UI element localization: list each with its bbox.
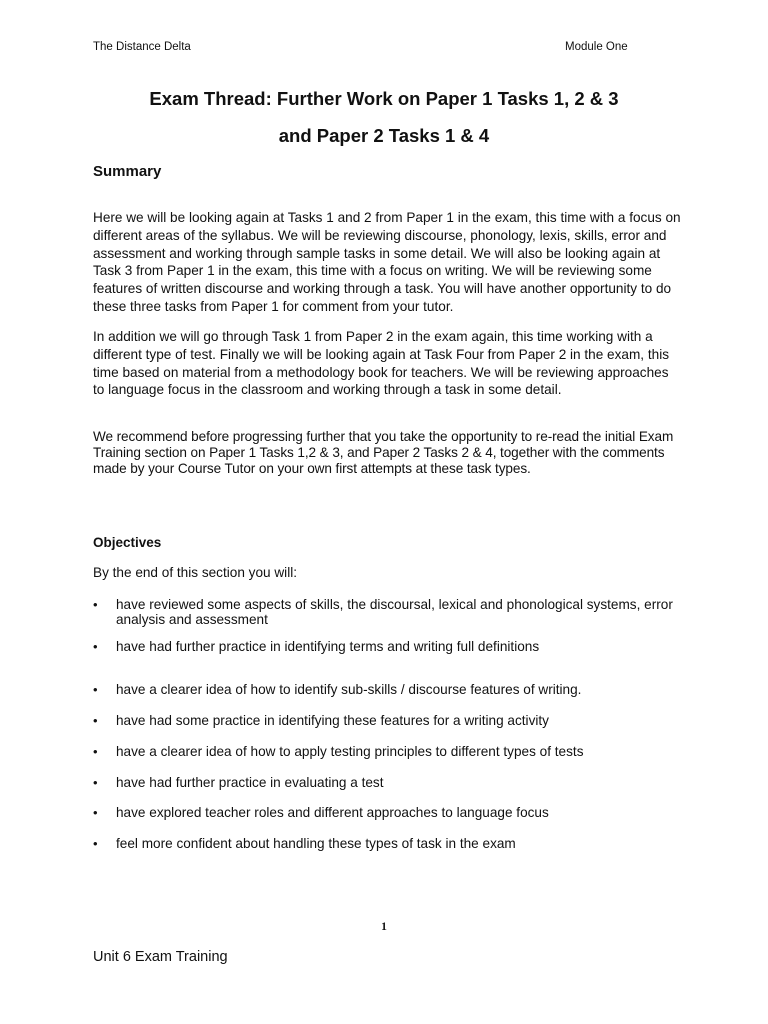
bullet-icon: • <box>93 836 98 851</box>
page-number: 1 <box>381 921 387 933</box>
list-item <box>93 805 693 820</box>
page-title-line-1: Exam Thread: Further Work on Paper 1 Tasks 1, 2 & 3 <box>149 88 619 109</box>
bullet-icon: • <box>93 639 98 654</box>
bullet-icon: • <box>93 805 98 820</box>
page-title-line-2: and Paper 2 Tasks 1 & 4 <box>278 125 490 146</box>
header-left-text: The Distance Delta <box>93 41 191 53</box>
summary-paragraph-2: In addition we will go through Task 1 from Paper 2 in the exam again, this time working with a different type of test. Finally we will be looking again at Task Four from Paper 2 in the exam, this time based on material from a methodology book for teachers. We will be reviewing approaches to language focus in the classroom and working through a task in some detail. <box>93 329 670 398</box>
footer-left-text: Unit 6 Exam Training <box>93 949 228 965</box>
list-item <box>93 639 693 654</box>
objectives-intro: By the end of this section you will: <box>93 565 298 580</box>
list-item-text: have had further practice in evaluating a test <box>116 775 384 790</box>
bullet-icon: • <box>93 713 98 728</box>
list-item-text: have had some practice in identifying these features for a writing activity <box>116 713 549 728</box>
summary-paragraph-1: Here we will be looking again at Tasks 1 and 2 from Paper 1 in the exam, this time with a focus on different areas of the syllabus. We will be reviewing discourse, phonology, lexis, skills, error and assessment and working through sample tasks in some detail. We will also be looking again at Task 3 from Paper 1 in the exam, this time with a focus on writing. We will be reviewing some features of written discourse and working through a task. You will have another opportunity to do these three tasks from Paper 1 for comment from your tutor. <box>93 210 681 314</box>
list-item <box>93 682 693 697</box>
list-item-text: have a clearer idea of how to identify sub-skills / discourse features of writing. <box>116 682 582 697</box>
list-item <box>93 836 693 851</box>
summary-paragraph-3: We recommend before progressing further that you take the opportunity to re-read the initial Exam Training section on Paper 1 Tasks 1,2 & 3, and Paper 2 Tasks 2 & 4, together with the comments made by your Course Tutor on your own first attempts at these task types. <box>93 429 674 476</box>
list-item <box>93 744 693 759</box>
list-item-text: have had further practice in identifying terms and writing full definitions <box>116 639 540 654</box>
header-right-text: Module One <box>565 41 628 53</box>
list-item-text: have a clearer idea of how to apply testing principles to different types of tests <box>116 744 584 759</box>
bullet-icon: • <box>93 682 98 697</box>
bullet-icon: • <box>93 775 98 790</box>
list-item-text: have explored teacher roles and different approaches to language focus <box>116 805 549 820</box>
bullet-icon: • <box>93 744 98 759</box>
list-item-text: have reviewed some aspects of skills, the discoursal, lexical and phonological systems, error analysis and assessment <box>116 597 673 627</box>
list-item <box>93 597 693 627</box>
list-item <box>93 775 693 790</box>
list-item <box>93 713 693 728</box>
summary-heading: Summary <box>93 163 162 180</box>
bullet-icon: • <box>93 597 98 612</box>
list-item-text: feel more confident about handling these types of task in the exam <box>116 836 516 851</box>
objectives-heading: Objectives <box>93 535 162 550</box>
